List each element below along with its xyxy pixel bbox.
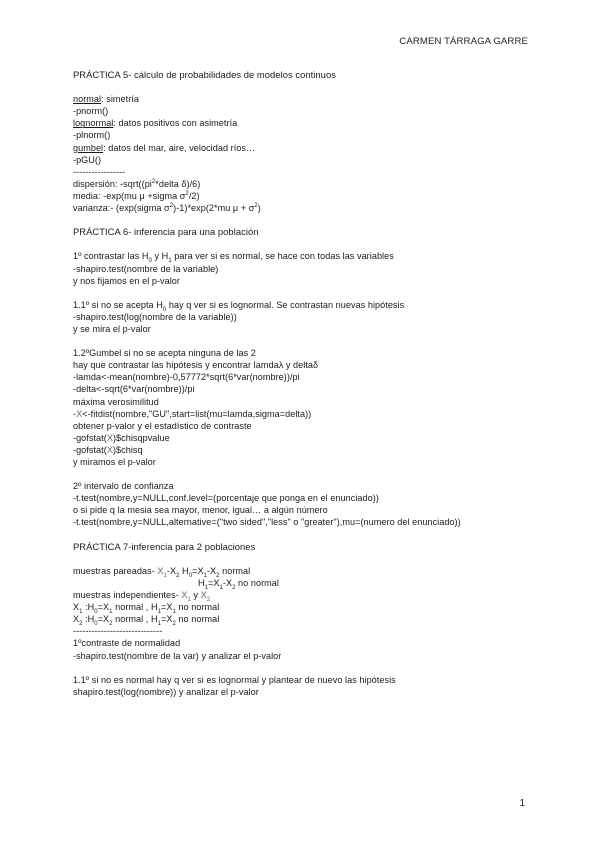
p6-step12-line8: -gofstat(X)$chisqpvalue — [73, 432, 170, 443]
p6-step2-line2: -t.test(nombre,y=NULL,conf.level=(porcentaje que ponga en el enunciado)) — [73, 493, 379, 504]
p6-step11-line3: y se mira el p-valor — [73, 323, 151, 334]
varianza-line: varianza:- (exp(sigma $\sigma^2)-1)*\exp(2*mu$ $\mu + \sigma^2$) — [73, 203, 261, 214]
gumbel-line — [73, 142, 543, 154]
p6-step12-line4: -delta<-sqrt(6*var(nombre))/pi — [73, 384, 195, 395]
plnorm-line: -plnorm() — [73, 130, 111, 141]
practica6-heading: PRÁCTICA 6- inferencia para una población — [73, 226, 259, 238]
p6-step1-line2: -shapiro.test(nombre de la variable) — [73, 263, 219, 274]
p7-lognormal-line1: 1.1º si no es normal hay q ver si es lognormal y plantear de nuevo las hipótesis — [73, 674, 396, 685]
lognormal-line — [73, 117, 543, 129]
p7-divider: ----------------------------- — [73, 626, 163, 637]
p6-step12-line9: -gofstat(X)$chisq — [73, 444, 143, 455]
p6-step12-line10: y miramos el p-valor — [73, 457, 156, 467]
p6-step2-line3: o si pide q la mesia sea mayor, menor, igual… a algún número — [73, 505, 328, 516]
practica7-heading: PRÁCTICA 7-inferencia para 2 poblaciones — [73, 540, 256, 552]
p7-normalidad-line1: 1ºcontraste de normalidad — [73, 638, 181, 649]
gumbel-desc: : datos del mar, aire, velocidad ríos… — [103, 142, 256, 153]
lognormal-label: lognormal — [73, 118, 114, 129]
p6-step12-line5: máxima verosimilitud — [73, 396, 159, 407]
p6-step1-line3: y nos fijamos en el p-valor — [73, 275, 180, 286]
p7-independientes-line: muestras independientes- $X_1$ y $X_2$ — [73, 590, 211, 603]
p6-step11-line2: -shapiro.test(log(nombre de la variable)) — [73, 311, 237, 322]
p6-step12-line7: obtener p-valor y el estadístico de contraste — [73, 420, 252, 431]
gumbel-label: gumbel — [73, 142, 104, 153]
pnorm-line: -pnorm() — [73, 106, 109, 117]
media-line: media: -exp(mu μ +sigma $\sigma^2/2$) — [73, 190, 200, 201]
document-body — [73, 69, 543, 698]
p6-step11-line1: 1.1º si no se acepta $H_0$ hay q ver si es lognormal. Se contrastan nuevas hipótesis — [73, 299, 405, 313]
p7-pareadas-h1-line: $H_1=X_1-X_2$ no normal — [198, 577, 279, 591]
page-number: 1 — [519, 798, 525, 809]
p6-step2-line1: 2º intervalo de confianza — [73, 481, 174, 492]
header-author: CARMEN TÁRRAGA GARRE — [399, 36, 528, 47]
p7-x2-line: $X_2$ $:H_0=X_2$ normal , $H_1=X_2$ no normal — [73, 614, 220, 628]
p7-lognormal-line2: shapiro.test(log(nombre)) y analizar el p-valor — [73, 686, 259, 697]
p6-step12-line1: 1.2ºGumbel si no se acepta ninguna de las 2 — [73, 348, 256, 359]
p6-step2-line4: -t.test(nombre,y=NULL,alternative=("two sided","less" o "greater"),mu=(numero del enunciado)) — [73, 517, 461, 528]
p7-pareadas-line: muestras pareadas- $X_1-X_2$ $H_0=X_1-X_2$ normal — [73, 565, 251, 579]
p6-step12-line6: -X<-fitdist(nombre,"GU",start=list(mu=lamda,sigma=delta)) — [73, 408, 312, 419]
p6-step12-line2: hay que contrastar las hipótesis y encontrar lamdaλ y deltaδ — [73, 360, 319, 371]
p6-step1-line1: 1º contrastar las $H_0$ y $H_1$ para ver si es normal, se hace con todas las variables — [73, 251, 394, 265]
practica5-heading: PRÁCTICA 5- cálculo de probabilidades de modelos continuos — [73, 69, 336, 80]
divider: ----------------- — [73, 166, 126, 177]
p7-normalidad-line2: -shapiro.test(nombre de la var) y analizar el p-valor — [73, 650, 282, 661]
normal-desc: : simetría — [101, 94, 140, 105]
dispersion-line: dispersión: $-sqrt((pi^2*delta$ δ)/6) — [73, 178, 201, 189]
p6-step12-line3: -lamda<-mean(nombre)-0,57772*sqrt(6*var(nombre))/pi — [73, 372, 300, 383]
lognormal-desc: : datos positivos con asimetría — [113, 118, 238, 129]
p7-x1-line: $X_1$ $:H_0=X_1$ normal , $H_1=X_1$ no normal — [73, 602, 220, 615]
normal-label: normal — [73, 94, 102, 105]
normal-line — [73, 93, 543, 105]
pgu-line: -pGU() — [73, 154, 102, 165]
